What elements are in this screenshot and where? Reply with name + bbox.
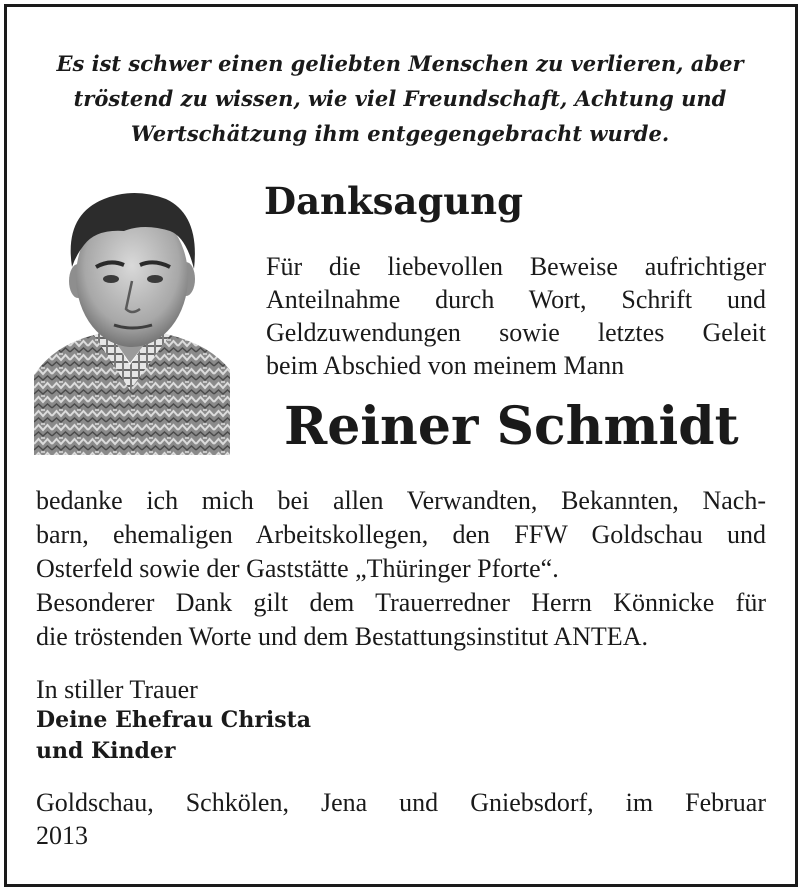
- intro-line: beim Abschied von meinem Mann: [266, 351, 625, 380]
- signature-line: und Kinder: [36, 738, 176, 764]
- portrait-photo: [34, 185, 230, 455]
- intro-line: Geldzuwendungen sowie letztes Geleit: [266, 318, 766, 347]
- signature-block: [36, 674, 311, 767]
- signature-intro: In stiller Trauer: [36, 675, 198, 704]
- place-date: [36, 786, 766, 852]
- motto-line: tröstend zu wissen, wie viel Freundschaft, Achtung und: [73, 86, 727, 111]
- motto-quote: [30, 46, 770, 151]
- place-date-line: 2013: [36, 821, 88, 850]
- motto-line: Es ist schwer einen geliebten Menschen zu verlieren, aber: [56, 51, 744, 76]
- heading-danksagung: Danksagung: [264, 179, 523, 223]
- place-date-line: Goldschau, Schkölen, Jena und Gniebsdorf, im Februar: [36, 788, 766, 817]
- deceased-name: Reiner Schmidt: [284, 396, 739, 457]
- intro-line: Für die liebevollen Beweise aufrichtiger: [266, 252, 766, 281]
- motto-line: Wertschätzung ihm entgegengebracht wurde.: [130, 121, 670, 146]
- portrait-photo-icon: [34, 185, 230, 455]
- thanks-line: bedanke ich mich bei allen Verwandten, Bekannten, Nach-: [36, 486, 766, 515]
- thanks-line: Osterfeld sowie der Gaststätte „Thüringer Pforte“.: [36, 554, 559, 583]
- thanks-line: die tröstenden Worte und dem Bestattungsinstitut ANTEA.: [36, 622, 648, 651]
- thanks-paragraph: [36, 484, 766, 654]
- intro-paragraph: [266, 250, 766, 382]
- signature-line: Deine Ehefrau Christa: [36, 707, 312, 733]
- intro-line: Anteilnahme durch Wort, Schrift und: [266, 285, 766, 314]
- thanks-line: Besonderer Dank gilt dem Trauerredner Herrn Könnicke für: [36, 588, 766, 617]
- thanks-line: barn, ehemaligen Arbeitskollegen, den FFW Goldschau und: [36, 520, 766, 549]
